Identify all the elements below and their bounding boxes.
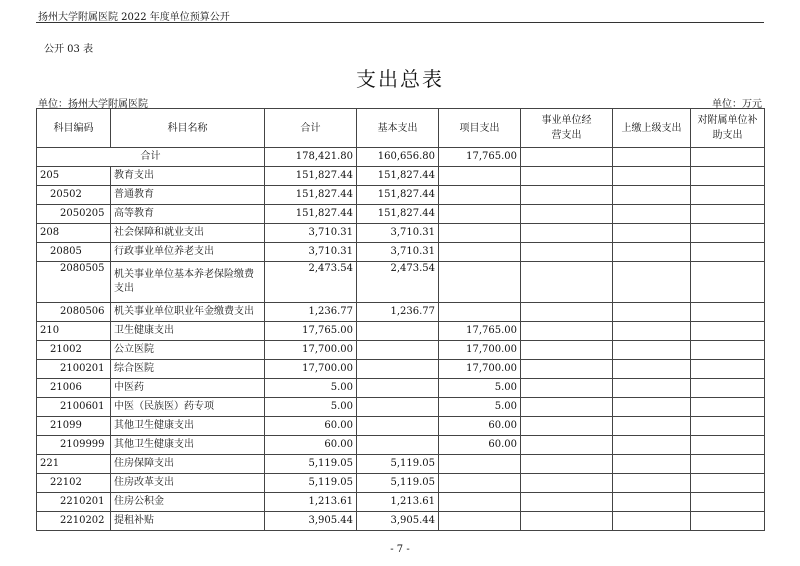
row-name: 公立医院 bbox=[111, 341, 265, 360]
table-row bbox=[37, 474, 765, 493]
row-name: 综合医院 bbox=[111, 360, 265, 379]
table-row bbox=[37, 167, 765, 186]
currency-unit: 单位：万元 bbox=[712, 99, 762, 110]
row-remit bbox=[613, 262, 691, 303]
row-subsidy bbox=[691, 417, 765, 436]
row-sum: 3,710.31 bbox=[265, 224, 357, 243]
row-basic: 2,473.54 bbox=[357, 262, 439, 303]
document-header: 扬州大学附属医院 2022 年度单位预算公开 bbox=[38, 12, 230, 23]
row-subsidy bbox=[691, 186, 765, 205]
row-code: 210 bbox=[37, 322, 111, 341]
row-project bbox=[439, 455, 521, 474]
row-basic: 3,710.31 bbox=[357, 224, 439, 243]
table-row bbox=[37, 417, 765, 436]
row-business bbox=[521, 360, 613, 379]
table-row bbox=[37, 303, 765, 322]
row-sum: 151,827.44 bbox=[265, 167, 357, 186]
row-name: 住房保障支出 bbox=[111, 455, 265, 474]
expenditure-table bbox=[36, 108, 765, 531]
row-sum: 5.00 bbox=[265, 379, 357, 398]
row-business bbox=[521, 186, 613, 205]
row-business bbox=[521, 493, 613, 512]
table-row bbox=[37, 322, 765, 341]
total-basic: 160,656.80 bbox=[357, 148, 439, 167]
col-header-business: 事业单位经营支出 bbox=[521, 109, 613, 148]
row-name: 行政事业单位养老支出 bbox=[111, 243, 265, 262]
total-subsidy bbox=[691, 148, 765, 167]
row-remit bbox=[613, 417, 691, 436]
row-code: 2100201 bbox=[37, 360, 111, 379]
table-row bbox=[37, 493, 765, 512]
row-code: 20805 bbox=[37, 243, 111, 262]
row-subsidy bbox=[691, 493, 765, 512]
table-row bbox=[37, 243, 765, 262]
row-remit bbox=[613, 303, 691, 322]
table-row bbox=[37, 262, 765, 303]
row-business bbox=[521, 167, 613, 186]
table-row bbox=[37, 398, 765, 417]
row-code: 21006 bbox=[37, 379, 111, 398]
row-sum: 2,473.54 bbox=[265, 262, 357, 303]
row-remit bbox=[613, 205, 691, 224]
row-remit bbox=[613, 436, 691, 455]
row-subsidy bbox=[691, 474, 765, 493]
row-subsidy bbox=[691, 322, 765, 341]
row-code: 2050205 bbox=[37, 205, 111, 224]
row-project: 17,700.00 bbox=[439, 341, 521, 360]
row-sum: 1,236.77 bbox=[265, 303, 357, 322]
row-subsidy bbox=[691, 167, 765, 186]
row-business bbox=[521, 398, 613, 417]
row-name: 教育支出 bbox=[111, 167, 265, 186]
table-header-row bbox=[37, 109, 765, 148]
row-subsidy bbox=[691, 379, 765, 398]
row-name: 机关事业单位基本养老保险缴费支出 bbox=[111, 262, 265, 303]
row-basic: 5,119.05 bbox=[357, 474, 439, 493]
table-row bbox=[37, 186, 765, 205]
col-header-subsidy: 对附属单位补助支出 bbox=[691, 109, 765, 148]
table-row bbox=[37, 341, 765, 360]
col-header-name: 科目名称 bbox=[111, 109, 265, 148]
page-title: 支出总表 bbox=[356, 67, 444, 91]
row-business bbox=[521, 474, 613, 493]
row-project: 5.00 bbox=[439, 398, 521, 417]
row-basic: 3,710.31 bbox=[357, 243, 439, 262]
total-sum: 178,421.80 bbox=[265, 148, 357, 167]
row-code: 2109999 bbox=[37, 436, 111, 455]
row-sum: 17,700.00 bbox=[265, 360, 357, 379]
row-project bbox=[439, 205, 521, 224]
page-number: - 7 - bbox=[390, 544, 410, 555]
row-project: 60.00 bbox=[439, 436, 521, 455]
row-code: 21002 bbox=[37, 341, 111, 360]
row-code: 21099 bbox=[37, 417, 111, 436]
row-basic: 151,827.44 bbox=[357, 205, 439, 224]
col-header-project: 项目支出 bbox=[439, 109, 521, 148]
row-project bbox=[439, 243, 521, 262]
table-row bbox=[37, 436, 765, 455]
row-code: 2210201 bbox=[37, 493, 111, 512]
row-code: 2080506 bbox=[37, 303, 111, 322]
row-remit bbox=[613, 512, 691, 531]
table-row bbox=[37, 360, 765, 379]
row-business bbox=[521, 303, 613, 322]
row-sum: 151,827.44 bbox=[265, 205, 357, 224]
row-code: 22102 bbox=[37, 474, 111, 493]
total-remit bbox=[613, 148, 691, 167]
row-remit bbox=[613, 474, 691, 493]
row-project bbox=[439, 493, 521, 512]
row-name: 提租补贴 bbox=[111, 512, 265, 531]
row-basic bbox=[357, 360, 439, 379]
row-remit bbox=[613, 493, 691, 512]
row-sum: 3,710.31 bbox=[265, 243, 357, 262]
row-subsidy bbox=[691, 398, 765, 417]
row-remit bbox=[613, 398, 691, 417]
row-business bbox=[521, 379, 613, 398]
row-sum: 151,827.44 bbox=[265, 186, 357, 205]
row-subsidy bbox=[691, 455, 765, 474]
row-code: 208 bbox=[37, 224, 111, 243]
row-business bbox=[521, 455, 613, 474]
row-sum: 17,765.00 bbox=[265, 322, 357, 341]
row-sum: 17,700.00 bbox=[265, 341, 357, 360]
row-remit bbox=[613, 186, 691, 205]
row-business bbox=[521, 436, 613, 455]
row-subsidy bbox=[691, 303, 765, 322]
row-remit bbox=[613, 224, 691, 243]
row-sum: 3,905.44 bbox=[265, 512, 357, 531]
row-basic bbox=[357, 379, 439, 398]
row-remit bbox=[613, 379, 691, 398]
row-sum: 5,119.05 bbox=[265, 455, 357, 474]
row-project bbox=[439, 303, 521, 322]
row-project bbox=[439, 474, 521, 493]
row-remit bbox=[613, 322, 691, 341]
row-name: 中医药 bbox=[111, 379, 265, 398]
row-basic bbox=[357, 341, 439, 360]
row-subsidy bbox=[691, 262, 765, 303]
row-basic bbox=[357, 417, 439, 436]
row-name: 住房公积金 bbox=[111, 493, 265, 512]
header-rule bbox=[36, 22, 764, 23]
total-label: 合计 bbox=[37, 148, 265, 167]
row-basic bbox=[357, 436, 439, 455]
row-code: 221 bbox=[37, 455, 111, 474]
row-name: 普通教育 bbox=[111, 186, 265, 205]
row-code: 20502 bbox=[37, 186, 111, 205]
row-business bbox=[521, 262, 613, 303]
row-subsidy bbox=[691, 243, 765, 262]
row-project bbox=[439, 186, 521, 205]
row-remit bbox=[613, 243, 691, 262]
row-name: 卫生健康支出 bbox=[111, 322, 265, 341]
row-project: 17,700.00 bbox=[439, 360, 521, 379]
row-name: 机关事业单位职业年金缴费支出 bbox=[111, 303, 265, 322]
row-subsidy bbox=[691, 224, 765, 243]
col-header-basic: 基本支出 bbox=[357, 109, 439, 148]
row-subsidy bbox=[691, 512, 765, 531]
row-sum: 5,119.05 bbox=[265, 474, 357, 493]
row-project: 5.00 bbox=[439, 379, 521, 398]
row-basic: 5,119.05 bbox=[357, 455, 439, 474]
row-sum: 60.00 bbox=[265, 436, 357, 455]
row-code: 2080505 bbox=[37, 262, 111, 303]
table-row bbox=[37, 512, 765, 531]
row-business bbox=[521, 417, 613, 436]
row-business bbox=[521, 224, 613, 243]
row-sum: 1,213.61 bbox=[265, 493, 357, 512]
row-remit bbox=[613, 455, 691, 474]
row-project bbox=[439, 262, 521, 303]
table-row bbox=[37, 455, 765, 474]
row-basic bbox=[357, 398, 439, 417]
form-number: 公开 03 表 bbox=[44, 44, 94, 55]
row-basic: 151,827.44 bbox=[357, 167, 439, 186]
row-business bbox=[521, 322, 613, 341]
row-remit bbox=[613, 167, 691, 186]
row-subsidy bbox=[691, 360, 765, 379]
row-basic bbox=[357, 322, 439, 341]
row-code: 2210202 bbox=[37, 512, 111, 531]
unit-label: 单位：扬州大学附属医院 bbox=[38, 99, 148, 110]
table-row bbox=[37, 224, 765, 243]
row-remit bbox=[613, 360, 691, 379]
total-business bbox=[521, 148, 613, 167]
col-header-code: 科目编码 bbox=[37, 109, 111, 148]
row-name: 其他卫生健康支出 bbox=[111, 417, 265, 436]
row-business bbox=[521, 512, 613, 531]
row-name: 中医（民族医）药专项 bbox=[111, 398, 265, 417]
row-code: 2100601 bbox=[37, 398, 111, 417]
row-project: 60.00 bbox=[439, 417, 521, 436]
row-name: 高等教育 bbox=[111, 205, 265, 224]
row-sum: 5.00 bbox=[265, 398, 357, 417]
row-basic: 1,236.77 bbox=[357, 303, 439, 322]
row-sum: 60.00 bbox=[265, 417, 357, 436]
row-business bbox=[521, 341, 613, 360]
row-subsidy bbox=[691, 341, 765, 360]
row-business bbox=[521, 243, 613, 262]
row-name: 其他卫生健康支出 bbox=[111, 436, 265, 455]
row-basic: 151,827.44 bbox=[357, 186, 439, 205]
col-header-remit: 上缴上级支出 bbox=[613, 109, 691, 148]
row-business bbox=[521, 205, 613, 224]
row-project: 17,765.00 bbox=[439, 322, 521, 341]
row-subsidy bbox=[691, 436, 765, 455]
row-subsidy bbox=[691, 205, 765, 224]
table-row bbox=[37, 379, 765, 398]
row-project bbox=[439, 167, 521, 186]
table-row bbox=[37, 205, 765, 224]
row-remit bbox=[613, 341, 691, 360]
row-basic: 1,213.61 bbox=[357, 493, 439, 512]
row-code: 205 bbox=[37, 167, 111, 186]
row-name: 社会保障和就业支出 bbox=[111, 224, 265, 243]
row-name: 住房改革支出 bbox=[111, 474, 265, 493]
total-project: 17,765.00 bbox=[439, 148, 521, 167]
row-basic: 3,905.44 bbox=[357, 512, 439, 531]
row-project bbox=[439, 512, 521, 531]
col-header-sum: 合计 bbox=[265, 109, 357, 148]
row-project bbox=[439, 224, 521, 243]
total-row bbox=[37, 148, 765, 167]
